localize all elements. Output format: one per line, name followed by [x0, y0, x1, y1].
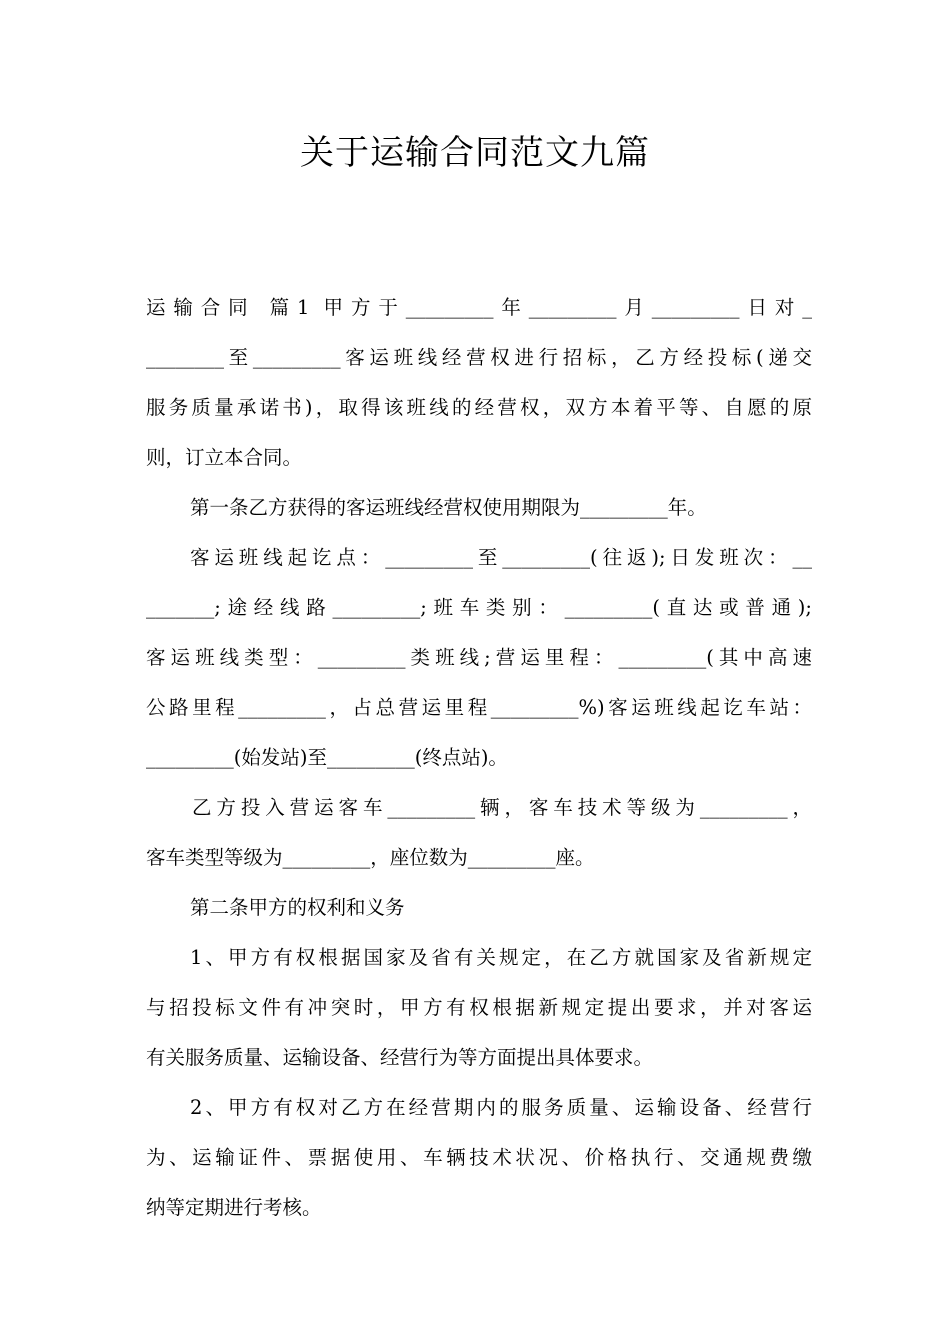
text-line-2: ________至_________客运班线经营权进行招标，乙方经投标(递交 — [146, 346, 812, 369]
text-line-6: 客运班线起讫点：_________至_________(往返);日发班次：__ — [190, 546, 812, 569]
text-line-1: 运输合同 篇1 甲方于_________年_________月_________日对_ — [146, 296, 812, 319]
text-line-7: _______;途经线路_________;班车类别：_________(直达或普通); — [146, 596, 812, 619]
text-line-19: 纳等定期进行考核。 — [146, 1196, 322, 1219]
text-line-3: 服务质量承诺书)，取得该班线的经营权，双方本着平等、自愿的原 — [146, 396, 812, 419]
text-line-11: 乙方投入营运客车_________辆，客车技术等级为_________， — [192, 796, 812, 819]
text-line-4: 则，订立本合同。 — [146, 446, 303, 469]
text-line-9: 公路里程_________，占总营运里程_________%)客运班线起讫车站： — [146, 696, 812, 719]
text-line-15: 与招投标文件有冲突时，甲方有权根据新规定提出要求，并对客运 — [146, 996, 812, 1019]
text-line-16: 有关服务质量、运输设备、经营行为等方面提出具体要求。 — [146, 1046, 654, 1069]
text-line-5: 第一条乙方获得的客运班线经营权使用期限为_________年。 — [190, 496, 707, 519]
document-body — [146, 283, 812, 1233]
text-line-12: 客车类型等级为_________，座位数为_________座。 — [146, 846, 595, 869]
section-heading: 第二条甲方的权利和义务 — [190, 896, 405, 919]
text-line-18: 为、运输证件、票据使用、车辆技术状况、价格执行、交通规费缴 — [146, 1146, 812, 1169]
document-title: 关于运输合同范文九篇 — [300, 133, 650, 173]
text-line-10: _________(始发站)至_________(终点站)。 — [146, 746, 508, 769]
text-line-14: 1、甲方有权根据国家及省有关规定，在乙方就国家及省新规定 — [190, 946, 812, 969]
text-line-8: 客运班线类型：_________类班线;营运里程：_________(其中高速 — [146, 646, 812, 669]
text-line-17: 2、甲方有权对乙方在经营期内的服务质量、运输设备、经营行 — [190, 1096, 812, 1119]
